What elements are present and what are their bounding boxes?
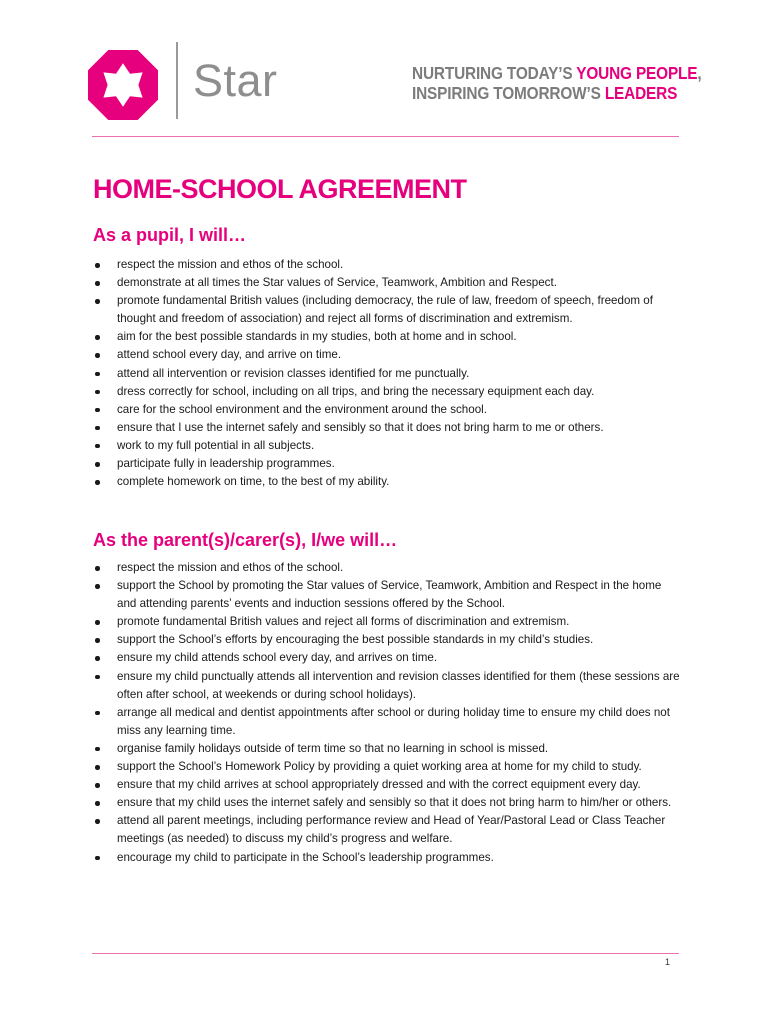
list-item: ensure that my child arrives at school appropriately dressed and with the correct equipment every day.: [93, 776, 683, 794]
list-item: care for the school environment and the environment around the school.: [93, 401, 683, 419]
list-item: respect the mission and ethos of the school.: [93, 256, 683, 274]
list-item: ensure my child punctually attends all intervention and revision classes identified for them (these sessions are often after school, at weekends or during school holidays).: [93, 668, 683, 704]
document-title: HOME-SCHOOL AGREEMENT: [93, 174, 467, 204]
tagline-line-1-tail: ,: [697, 63, 702, 83]
list-item: arrange all medical and dentist appointments after school or during holiday time to ensure my child does not miss any learning time.: [93, 704, 683, 740]
header-divider: [92, 136, 679, 137]
tagline-line-1: [412, 63, 702, 83]
parent-commitments-list: [93, 559, 683, 867]
list-item: attend all parent meetings, including performance review and Head of Year/Pastoral Lead or Class Teacher meetings (as needed) to discuss my child’s progress and welfare.: [93, 812, 683, 848]
list-item: encourage my child to participate in the School’s leadership programmes.: [93, 849, 683, 867]
logo-divider: [176, 42, 178, 119]
list-item: support the School’s Homework Policy by providing a quiet working area at home for my child to study.: [93, 758, 683, 776]
list-item: promote fundamental British values (including democracy, the rule of law, freedom of speech, freedom of thought and freedom of association) and reject all forms of discrimination and extremism.: [93, 292, 683, 328]
parent-section-heading: As the parent(s)/carer(s), I/we will…: [93, 530, 398, 550]
list-item: support the School’s efforts by encouraging the best possible standards in my child’s studies.: [93, 631, 683, 649]
list-item: ensure that my child uses the internet safely and sensibly so that it does not bring harm to him/her or others.: [93, 794, 683, 812]
list-item: dress correctly for school, including on all trips, and bring the necessary equipment each day.: [93, 383, 683, 401]
list-item: demonstrate at all times the Star values of Service, Teamwork, Ambition and Respect.: [93, 274, 683, 292]
pupil-section-heading: As a pupil, I will…: [93, 225, 247, 245]
list-item: work to my full potential in all subjects.: [93, 437, 683, 455]
tagline-line-2-gray: INSPIRING TOMORROW’S: [412, 83, 605, 103]
list-item: ensure my child attends school every day, and arrives on time.: [93, 649, 683, 667]
list-item: organise family holidays outside of term time so that no learning in school is missed.: [93, 740, 683, 758]
page-number: 1: [665, 957, 671, 967]
tagline-line-2-pink: LEADERS: [604, 83, 678, 103]
tagline-line-1-pink: YOUNG PEOPLE: [576, 63, 698, 83]
pupil-commitments-list: [93, 256, 683, 491]
list-item: participate fully in leadership programmes.: [93, 455, 683, 473]
list-item: ensure that I use the internet safely and sensibly so that it does not bring harm to me or others.: [93, 419, 683, 437]
logo-wordmark: Star: [193, 55, 278, 106]
school-tagline: [412, 63, 702, 103]
list-item: attend school every day, and arrive on time.: [93, 346, 683, 364]
list-item: respect the mission and ethos of the school.: [93, 559, 683, 577]
tagline-line-1-gray: NURTURING TODAY’S: [412, 63, 577, 83]
list-item: support the School by promoting the Star values of Service, Teamwork, Ambition and Respect in the home and attending parents’ events and induction sessions offered by the School.: [93, 577, 683, 613]
star-logo-icon: [88, 50, 158, 120]
list-item: promote fundamental British values and reject all forms of discrimination and extremism.: [93, 613, 683, 631]
footer-divider: [92, 953, 679, 954]
page-header: [0, 0, 770, 140]
tagline-line-2: [412, 83, 702, 103]
list-item: aim for the best possible standards in my studies, both at home and in school.: [93, 328, 683, 346]
list-item: attend all intervention or revision classes identified for me punctually.: [93, 365, 683, 383]
list-item: complete homework on time, to the best of my ability.: [93, 473, 683, 491]
